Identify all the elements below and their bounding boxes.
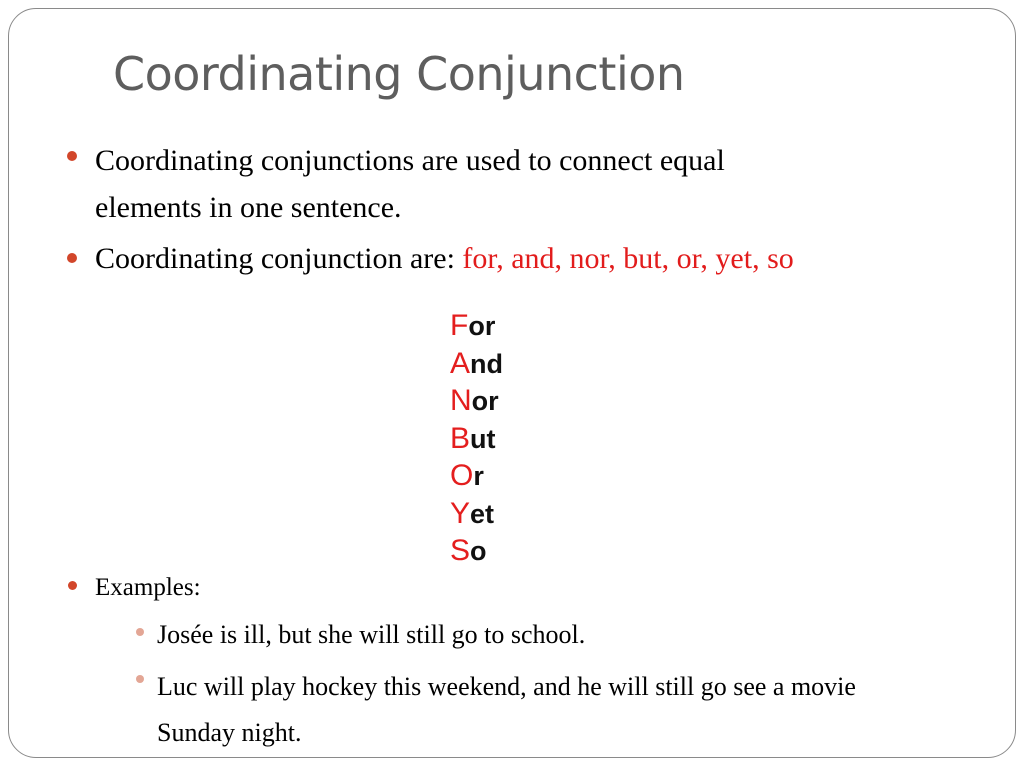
- fanboys-row: [450, 307, 503, 345]
- sub-bullet-dot-icon: [136, 628, 144, 636]
- fanboys-row: [450, 495, 503, 533]
- example-item: [157, 618, 585, 652]
- bullet-definition-line2: elements in one sentence.: [95, 191, 402, 224]
- fanboys-rest: et: [470, 498, 495, 529]
- sub-bullet-dot-icon: [136, 675, 144, 683]
- conjunction-list: for, and, nor, but, or, yet, so: [462, 242, 794, 275]
- fanboys-acronym: [450, 307, 503, 570]
- fanboys-rest: or: [468, 311, 496, 341]
- fanboys-rest: nd: [470, 348, 504, 379]
- fanboys-letter: S: [450, 534, 471, 567]
- slide-frame: [8, 8, 1016, 758]
- fanboys-letter: O: [450, 459, 474, 492]
- fanboys-row: [450, 345, 503, 383]
- fanboys-rest: or: [471, 386, 499, 416]
- fanboys-row: [450, 382, 503, 420]
- example-item: [157, 664, 856, 756]
- fanboys-letter: F: [450, 309, 469, 342]
- bullet-dot-icon: [67, 253, 77, 263]
- example-line: Sunday night.: [157, 718, 302, 747]
- fanboys-letter: Y: [450, 496, 471, 530]
- fanboys-rest: r: [473, 461, 484, 491]
- fanboys-row: [450, 457, 503, 495]
- fanboys-letter: A: [450, 346, 471, 380]
- fanboys-rest: o: [470, 536, 487, 566]
- fanboys-row: [450, 420, 503, 458]
- bullet-dot-icon: [67, 151, 77, 161]
- bullet-list-text: Coordinating conjunction are:: [95, 242, 463, 275]
- bullet-definition: [95, 137, 725, 231]
- fanboys-rest: ut: [470, 423, 496, 454]
- example-line: Josée is ill, but she will still go to school.: [157, 620, 586, 649]
- examples-label: Examples:: [95, 574, 201, 601]
- fanboys-letter: B: [450, 421, 471, 455]
- bullet-definition-line1: Coordinating conjunctions are used to connect equal: [95, 144, 725, 177]
- fanboys-letter: N: [450, 384, 472, 417]
- bullet-dot-icon: [68, 581, 77, 590]
- bullet-list: [95, 239, 794, 279]
- example-line: Luc will play hockey this weekend, and he will still go see a movie: [157, 672, 856, 701]
- fanboys-row: [450, 532, 503, 570]
- slide-title: Coordinating Conjunction: [113, 47, 685, 101]
